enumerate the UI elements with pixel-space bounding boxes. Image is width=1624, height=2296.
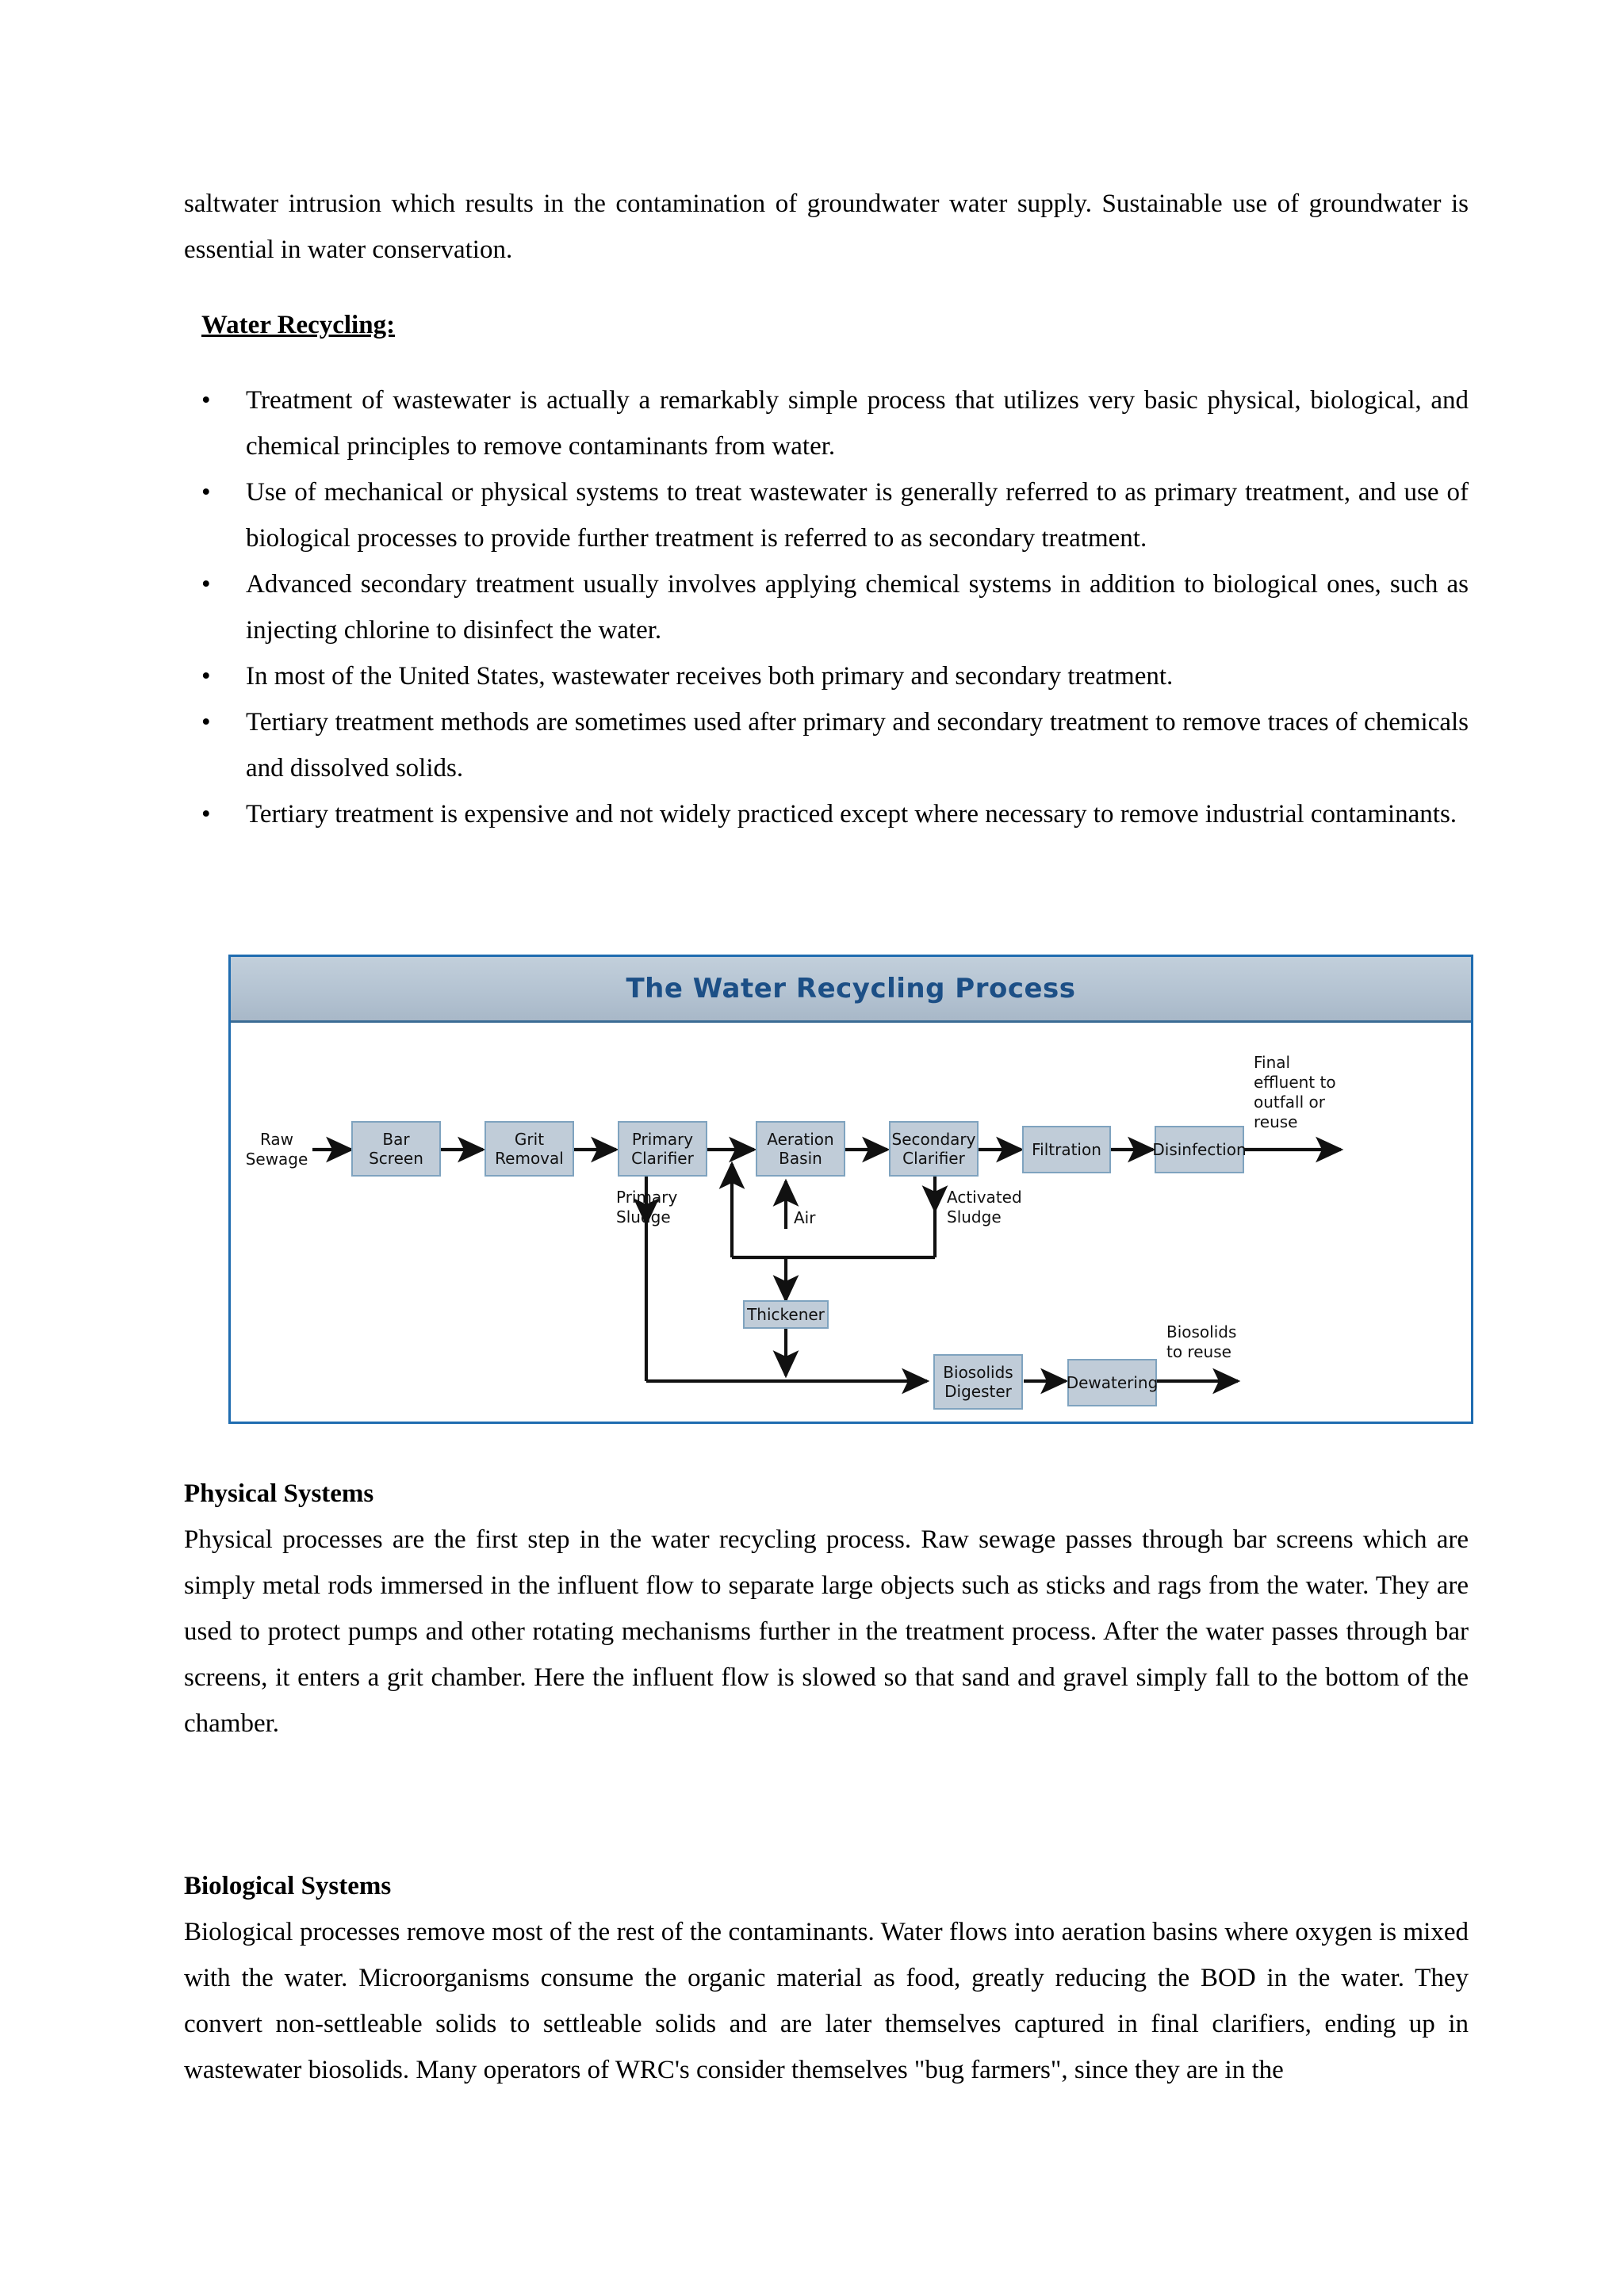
process-box-aeration-basin[interactable] bbox=[756, 1121, 845, 1177]
flow-label-activated-sludge: Activated Sludge bbox=[947, 1188, 1022, 1226]
list-item bbox=[184, 469, 1469, 561]
biological-systems-section bbox=[184, 1863, 1469, 2093]
bullet-icon: • bbox=[201, 662, 211, 691]
list-item bbox=[184, 699, 1469, 791]
bullet-icon: • bbox=[201, 800, 211, 828]
process-box-grit-removal[interactable] bbox=[485, 1121, 574, 1177]
process-box-label: Bar Screen bbox=[369, 1130, 423, 1168]
process-box-label: Aeration Basin bbox=[767, 1130, 834, 1168]
process-box-thickener[interactable] bbox=[743, 1300, 829, 1329]
biological-systems-body: Biological processes remove most of the rest of the contaminants. Water flows into aeration basins where oxygen is mixed with the water. Microorganisms consume the organic material as food, greatly reducing the BOD in the water. They convert non-settleable solids to settleable solids and are later themselves captured in final clarifiers, ending up in wastewater biosolids. Many operators of WRC's consider themselves "bug farmers", since they are in the bbox=[184, 1918, 1469, 2084]
process-box-label: Thickener bbox=[747, 1305, 825, 1324]
physical-systems-section bbox=[184, 1471, 1469, 1747]
flow-label-biosolids-to-reuse: Biosolids to reuse bbox=[1166, 1322, 1237, 1361]
list-item-text: Treatment of wastewater is actually a remarkably simple process that utilizes very basic physical, biological, and chemical principles to remove contaminants from water. bbox=[246, 386, 1469, 461]
water-recycling-heading: Water Recycling: bbox=[201, 311, 396, 339]
bullet-icon: • bbox=[201, 570, 211, 599]
process-box-label: Biosolids Digester bbox=[943, 1363, 1013, 1401]
list-item bbox=[184, 791, 1469, 837]
bullet-icon: • bbox=[201, 386, 211, 415]
biological-systems-heading: Biological Systems bbox=[184, 1872, 392, 1900]
figure-title: The Water Recycling Process bbox=[626, 973, 1076, 1004]
list-item bbox=[184, 377, 1469, 469]
flow-label-final-effluent: Final effluent to outfall or reuse bbox=[1254, 1053, 1336, 1131]
physical-systems-body: Physical processes are the first step in the water recycling process. Raw sewage passes through bar screens which are simply metal rods immersed in the influent flow to separate large objects such as sticks and rags from the water. They are used to protect pumps and other rotating mechanisms further in the treatment process. After the water passes through bar screens, it enters a grit chamber. Here the influent flow is slowed so that sand and gravel simply fall to the bottom of the chamber. bbox=[184, 1525, 1469, 1738]
process-box-biosolids-digester[interactable] bbox=[933, 1354, 1023, 1410]
list-item-text: In most of the United States, wastewater receives both primary and secondary treatment. bbox=[246, 662, 1174, 691]
water-recycling-process-figure bbox=[228, 955, 1473, 1424]
flow-label-primary-sludge: Primary Sludge bbox=[616, 1188, 678, 1226]
process-box-secondary-clarifier[interactable] bbox=[889, 1121, 979, 1177]
process-box-label: Secondary Clarifier bbox=[891, 1130, 976, 1168]
process-box-label: Filtration bbox=[1032, 1140, 1101, 1159]
process-box-label: Grit Removal bbox=[495, 1130, 564, 1168]
flow-label-raw-sewage: Raw Sewage bbox=[245, 1130, 308, 1169]
bullet-icon: • bbox=[201, 708, 211, 737]
list-item-text: Tertiary treatment methods are sometimes used after primary and secondary treatment to remove traces of chemicals and dissolved solids. bbox=[246, 708, 1469, 783]
document-body bbox=[184, 181, 1469, 837]
process-box-label: Disinfection bbox=[1152, 1140, 1247, 1159]
process-box-dewatering[interactable] bbox=[1067, 1359, 1157, 1406]
list-item-text: Use of mechanical or physical systems to treat wastewater is generally referred to as primary treatment, and use of biological processes to provide further treatment is referred to as secondary treatment. bbox=[246, 478, 1469, 553]
process-box-bar-screen[interactable] bbox=[351, 1121, 441, 1177]
list-item-text: Advanced secondary treatment usually involves applying chemical systems in addition to biological ones, such as injecting chlorine to disinfect the water. bbox=[246, 570, 1469, 645]
list-item bbox=[184, 561, 1469, 653]
process-box-disinfection[interactable] bbox=[1152, 1126, 1247, 1173]
process-box-label: Dewatering bbox=[1066, 1373, 1159, 1392]
bullet-icon: • bbox=[201, 478, 211, 507]
figure-header-band bbox=[231, 957, 1471, 1023]
list-item bbox=[184, 653, 1469, 699]
process-box-primary-clarifier[interactable] bbox=[618, 1121, 707, 1177]
process-box-label: Primary Clarifier bbox=[631, 1130, 694, 1168]
recycling-bullet-list bbox=[184, 377, 1469, 837]
top-paragraph: saltwater intrusion which results in the contamination of groundwater water supply. Sustainable use of groundwater is essential in water conservation. bbox=[184, 189, 1469, 264]
physical-systems-heading: Physical Systems bbox=[184, 1479, 374, 1508]
list-item-text: Tertiary treatment is expensive and not widely practiced except where necessary to remove industrial contaminants. bbox=[246, 800, 1457, 828]
flow-label-air: Air bbox=[794, 1208, 816, 1227]
figure-canvas bbox=[231, 1023, 1471, 1424]
process-box-filtration[interactable] bbox=[1022, 1126, 1111, 1173]
